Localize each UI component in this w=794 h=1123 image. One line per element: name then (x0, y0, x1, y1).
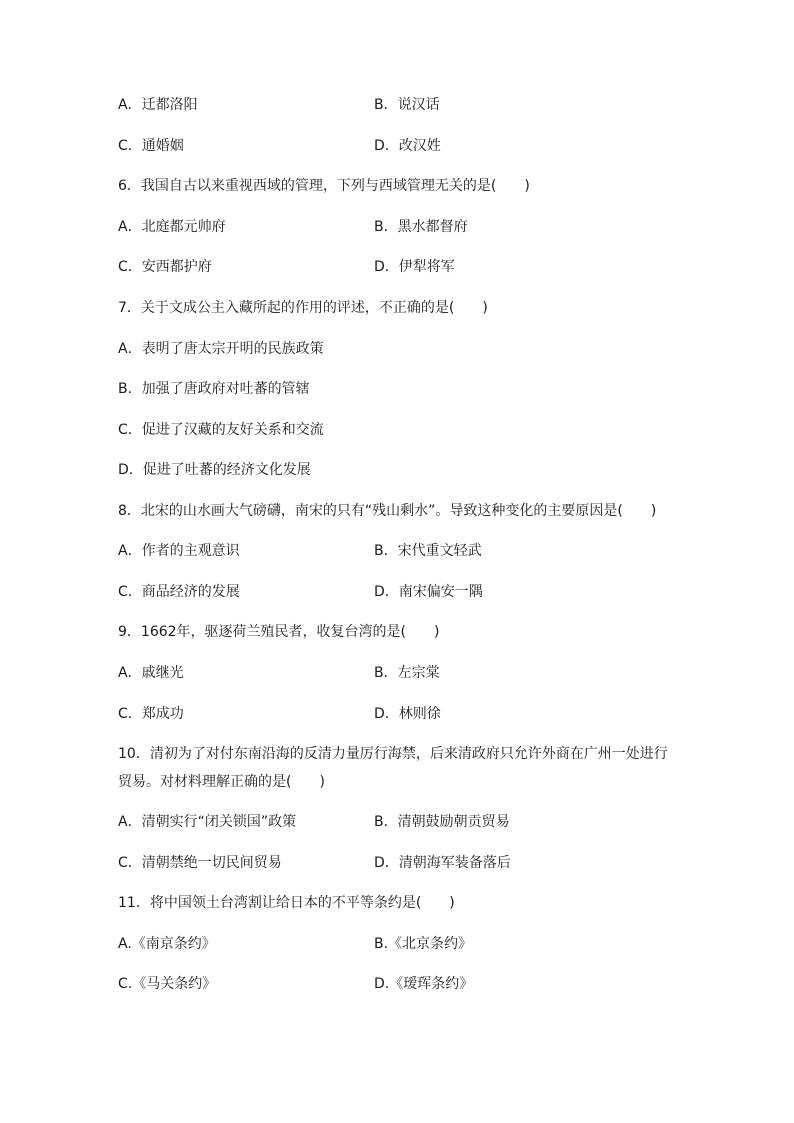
options-row (118, 582, 678, 602)
options-row (118, 541, 678, 561)
option-d: D．清朝海军装备落后 (374, 855, 511, 871)
options-row (118, 217, 678, 237)
question-7: 7．关于文成公主入藏所起的作用的评述，不正确的是( ) (118, 300, 488, 316)
option-d: D．林则徐 (374, 706, 441, 722)
option-b: B.《北京条约》 (374, 936, 473, 952)
option-c: C．郑成功 (118, 706, 184, 722)
option-d: D．南宋偏安一隅 (374, 584, 483, 600)
question-10-cont: 贸易。对材料理解正确的是( ) (118, 774, 325, 790)
option-b: B．左宗棠 (374, 665, 440, 681)
options-row (118, 257, 678, 277)
options-row (118, 704, 678, 724)
option-d: D．促进了吐蕃的经济文化发展 (118, 462, 311, 478)
option-b: B．说汉话 (374, 97, 440, 113)
option-a: A．表明了唐太宗开明的民族政策 (118, 341, 324, 357)
option-c: C．清朝禁绝一切民间贸易 (118, 855, 282, 871)
option-a: A．迁都洛阳 (118, 97, 198, 113)
question-9: 9．1662年，驱逐荷兰殖民者，收复台湾的是( ) (118, 624, 440, 640)
option-c: C．促进了汉藏的友好关系和交流 (118, 422, 324, 438)
question-8: 8．北宋的山水画大气磅礴，南宋的只有“残山剩水”。导致这种变化的主要原因是( ) (118, 503, 657, 519)
options-row (118, 934, 678, 954)
option-b: B．黑水都督府 (374, 219, 468, 235)
option-b: B．宋代重文轻武 (374, 543, 482, 559)
option-c: C．安西都护府 (118, 259, 212, 275)
option-d: D.《瑷珲条约》 (374, 976, 474, 992)
options-row (118, 853, 678, 873)
option-a: A.《南京条约》 (118, 936, 216, 952)
options-row (118, 95, 678, 115)
option-c: C．通婚姻 (118, 138, 184, 154)
option-a: A．清朝实行“闭关锁国”政策 (118, 814, 297, 830)
option-b: B．清朝鼓励朝贡贸易 (374, 814, 510, 830)
options-row (118, 663, 678, 683)
question-10: 10．清初为了对付东南沿海的反清力量厉行海禁，后来清政府只允许外商在广州一处进行 (118, 746, 668, 762)
option-a: A．作者的主观意识 (118, 543, 240, 559)
option-c: C.《马关条约》 (118, 976, 217, 992)
option-d: D．改汉姓 (374, 138, 441, 154)
options-row (118, 974, 678, 994)
option-a: A．北庭都元帅府 (118, 219, 226, 235)
option-b: B．加强了唐政府对吐蕃的管辖 (118, 381, 310, 397)
option-c: C．商品经济的发展 (118, 584, 240, 600)
options-row (118, 812, 678, 832)
option-a: A．戚继光 (118, 665, 184, 681)
option-d: D．伊犁将军 (374, 259, 455, 275)
options-row (118, 136, 678, 156)
question-6: 6．我国自古以来重视西域的管理，下列与西域管理无关的是( ) (118, 178, 530, 194)
question-11: 11．将中国领土台湾割让给日本的不平等条约是( ) (118, 895, 455, 911)
